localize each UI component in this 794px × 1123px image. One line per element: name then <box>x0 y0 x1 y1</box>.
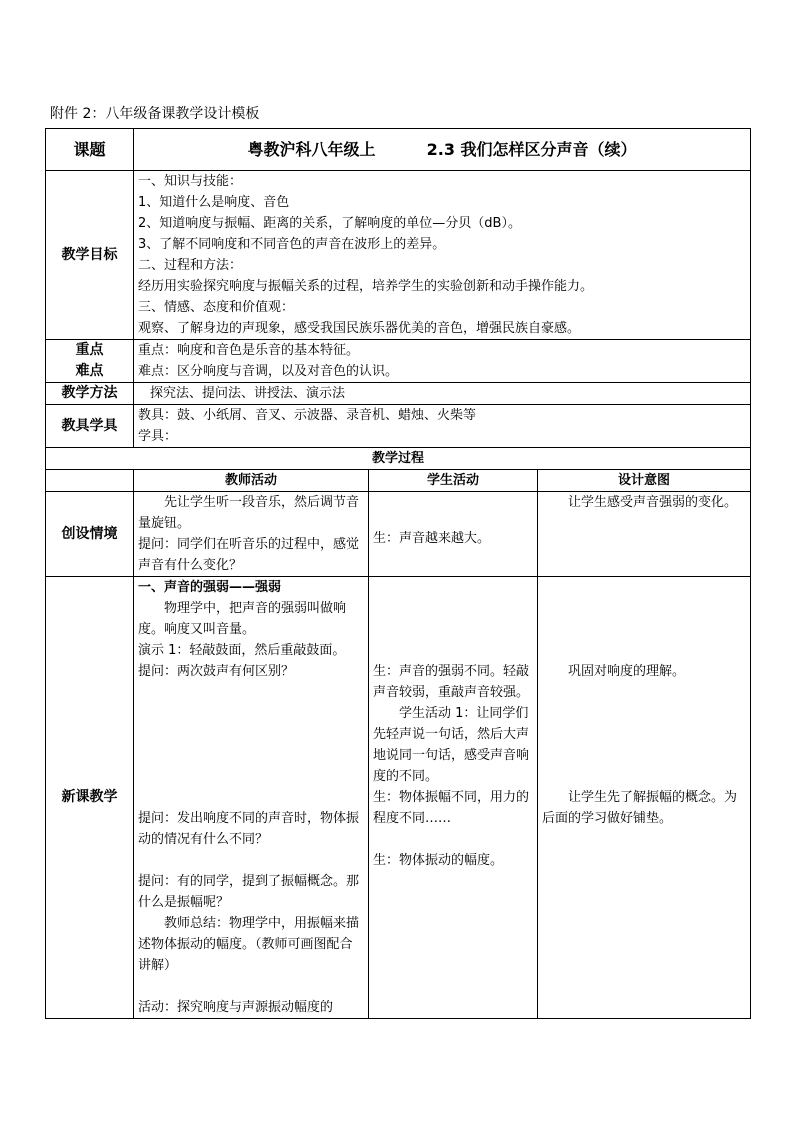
process-title: 教学过程 <box>46 448 751 470</box>
design-intent-header: 设计意图 <box>538 470 751 492</box>
key-points-content <box>134 340 751 383</box>
document-caption: 附件 2：八年级备课教学设计模板 <box>50 106 260 122</box>
objective-line: 2、知道响度与振幅、距离的关系，了解响度的单位—分贝（dB）。 <box>138 216 521 231</box>
scene-design <box>538 492 751 577</box>
student-activity-header: 学生活动 <box>369 470 538 492</box>
question-3: 提问：有的同学，提到了振幅概念。那什么是振幅呢？ <box>138 874 360 910</box>
objectives-row <box>46 171 751 340</box>
scene-teacher-question: 提问：同学们在听音乐的过程中，感觉声音有什么变化？ <box>138 537 360 573</box>
tools-content <box>134 405 751 448</box>
key-label: 重点 <box>75 342 104 358</box>
objectives-label: 教学目标 <box>46 171 134 340</box>
section-heading: 一、声音的强弱——强弱 <box>138 580 282 595</box>
new-lesson-student <box>369 577 538 1019</box>
new-lesson-label: 新课教学 <box>46 577 134 1019</box>
scene-row <box>46 492 751 577</box>
teacher-activity-header: 教师活动 <box>134 470 369 492</box>
difficulty-label: 难点 <box>75 363 104 379</box>
lesson-name: 2.3 我们怎样区分声音（续） <box>426 140 637 159</box>
student-activity-1: 学生活动 1：让同学们先轻声说一句话，然后大声地说同一句话，感受声音响度的不同。 <box>373 706 530 784</box>
book-name: 粤教沪科八年级上 <box>247 140 376 159</box>
question-2: 提问：发出响度不同的声音时，物体振动的情况有什么不同？ <box>138 811 360 847</box>
scene-student <box>369 492 538 577</box>
objective-line: 经历用实验探究响度与振幅关系的过程，培养学生的实验创新和动手操作能力。 <box>138 279 594 294</box>
key-points-label <box>46 340 134 383</box>
objective-line: 观察、了解身边的声现象，感受我国民族乐器优美的音色，增强民族自豪感。 <box>138 321 581 336</box>
methods-row <box>46 383 751 405</box>
design-intent-1: 巩固对响度的理解。 <box>568 664 686 679</box>
loudness-definition: 物理学中，把声音的强弱叫做响度。响度又叫音量。 <box>138 601 347 637</box>
new-lesson-row <box>46 577 751 1019</box>
objective-line: 二、过程和方法： <box>138 258 243 273</box>
process-header-row <box>46 470 751 492</box>
objective-line: 一、知识与技能： <box>138 174 243 189</box>
difficulty-line: 难点：区分响度与音调，以及对音色的认识。 <box>138 364 399 379</box>
question-1: 提问：两次鼓声有何区别？ <box>138 664 295 679</box>
process-title-row <box>46 448 751 470</box>
objective-line: 1、知道什么是响度、音色 <box>138 195 290 210</box>
activity-text: 活动：探究响度与声源振动幅度的 <box>138 1000 334 1015</box>
tools-row <box>46 405 751 448</box>
scene-design-text: 让学生感受声音强弱的变化。 <box>568 495 738 510</box>
objective-line: 三、情感、态度和价值观： <box>138 300 295 315</box>
methods-content: 探究法、提问法、讲授法、演示法 <box>134 383 751 405</box>
objectives-content <box>134 171 751 340</box>
topic-label: 课题 <box>46 129 134 171</box>
tools-label: 教具学具 <box>46 405 134 448</box>
student-answer-2: 生：物体振幅不同，用力的程度不同…… <box>373 790 530 826</box>
student-answer-3: 生：物体振动的幅度。 <box>373 853 504 868</box>
topic-title <box>134 129 751 171</box>
student-answer-1: 生：声音的强弱不同。轻敲声音较弱，重敲声音较强。 <box>373 664 530 700</box>
design-intent-2: 让学生先了解振幅的概念。为后面的学习做好铺垫。 <box>542 790 738 826</box>
demo-1: 演示 1：轻敲鼓面，然后重敲鼓面。 <box>138 643 346 658</box>
student-tools: 学具： <box>138 429 178 444</box>
key-point-line: 重点：响度和音色是乐音的基本特征。 <box>138 343 360 358</box>
title-row <box>46 129 751 171</box>
key-points-row <box>46 340 751 383</box>
objective-line: 3、了解不同响度和不同音色的声音在波形上的差异。 <box>138 237 446 252</box>
teacher-summary: 教师总结：物理学中，用振幅来描述物体振动的幅度。（教师可画图配合讲解） <box>138 916 360 973</box>
scene-teacher-text: 先让学生听一段音乐，然后调节音量旋钮。 <box>138 495 360 531</box>
empty-header-cell <box>46 470 134 492</box>
new-lesson-design <box>538 577 751 1019</box>
scene-teacher <box>134 492 369 577</box>
lesson-plan-table <box>45 128 751 1019</box>
teacher-tools: 教具：鼓、小纸屑、音叉、示波器、录音机、蜡烛、火柴等 <box>138 408 477 423</box>
scene-label: 创设情境 <box>46 492 134 577</box>
new-lesson-teacher <box>134 577 369 1019</box>
methods-label: 教学方法 <box>46 383 134 405</box>
scene-student-text: 生：声音越来越大。 <box>373 530 491 546</box>
